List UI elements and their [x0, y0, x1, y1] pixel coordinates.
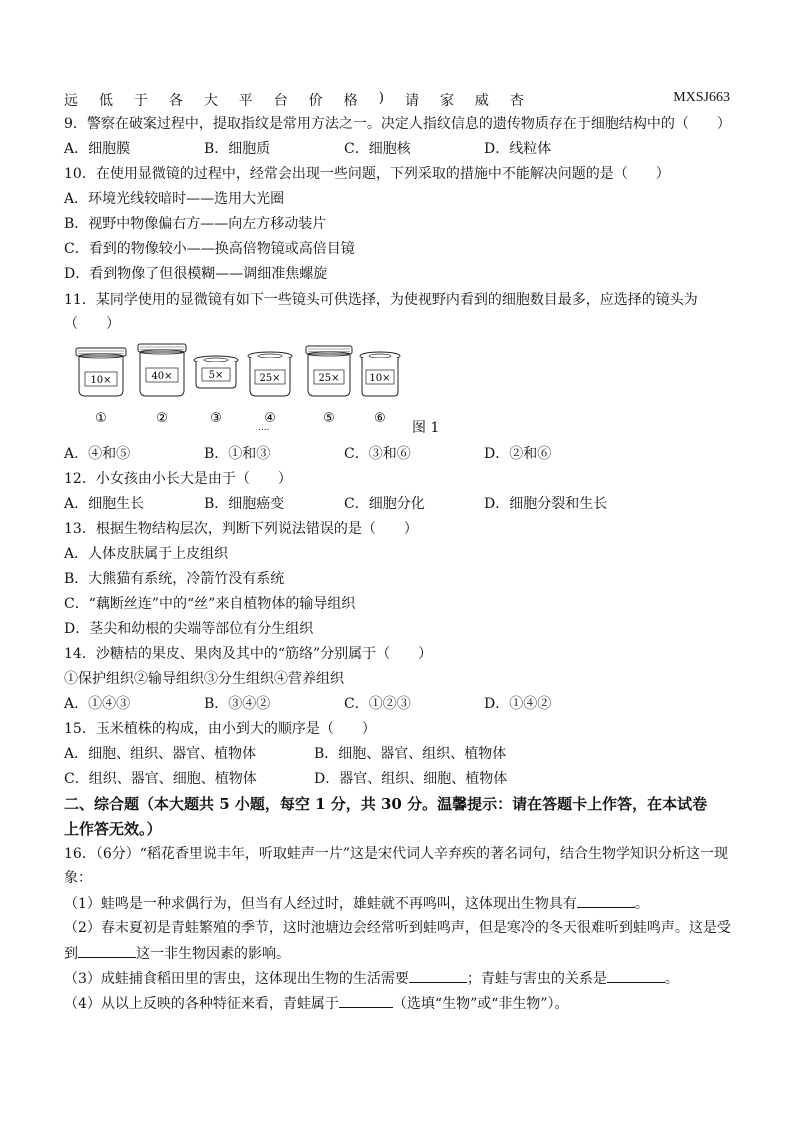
q10-option-c: C．看到的物像较小——换高倍物镜或高倍目镜 [64, 241, 355, 257]
q11-option-c: C．③和⑥ [344, 446, 411, 462]
header-char: 格 [343, 93, 358, 109]
header-char: 台 [273, 93, 288, 109]
section2-heading: 二、综合题（本大题共 5 小题，每空 1 分，共 30 分。温馨提示：请在答题卡上作答，在本试卷 [64, 795, 708, 813]
lens-5-mag: 25× [318, 373, 340, 384]
section2-heading-cont: 上作答无效。） [64, 820, 162, 838]
q16-blank-5[interactable] [339, 993, 393, 1008]
q10-option-d: D．看到物像了但很模糊——调细准焦螺旋 [64, 266, 328, 282]
q16-sub3-text: （3）成蛙捕食稻田里的害虫，这体现出生物的生活需要 [64, 971, 409, 987]
q16-sub2-cont [64, 943, 290, 964]
q9-options [64, 139, 744, 159]
q16-sub4 [64, 993, 569, 1014]
q15-option-b: B．细胞、器官、组织、植物体 [314, 746, 507, 762]
q15-option-d: D．器官、组织、细胞、植物体 [314, 771, 508, 787]
q12-option-c: C．细胞分化 [344, 496, 425, 512]
lens-1-mag: 10× [90, 375, 112, 386]
q9-stem: 9．警察在破案过程中，提取指纹是常用方法之一。决定人指纹信息的遗传物质存在于细胞结构中的（ ） [64, 116, 731, 132]
q10-option-b: B．视野中物像偏右方——向左方移动装片 [64, 216, 327, 232]
q16-sub2: （2）春末夏初是青蛙繁殖的季节，这时池塘边会经常听到蛙鸣声，但是寒冷的冬天很难听到蛙鸣声。这是受 [64, 920, 731, 936]
page-header [64, 90, 730, 110]
q13-option-d: D．茎尖和幼根的尖端等部位有分生组织 [64, 621, 314, 637]
lens-5 [306, 346, 352, 396]
lens-4-mag: 25× [259, 373, 281, 384]
q15-option-c: C．组织、器官、细胞、植物体 [64, 771, 257, 787]
q16-sub2-pre: 到 [64, 946, 78, 962]
header-char: 请 [405, 93, 419, 109]
q14-option-d: D．①④② [484, 696, 552, 712]
q9-option-d: D．线粒体 [484, 141, 552, 157]
q16-sub4-end: （选填“生物”或“非生物”）。 [392, 996, 569, 1012]
q16-sub1-text: （1）蛙鸣是一种求偶行为，但当有人经过时，雄蛙就不再鸣叫，这体现出生物具有 [64, 896, 577, 912]
lens-2 [138, 344, 186, 396]
lens-6-label: ⑥ [374, 411, 386, 426]
q15-options-row2 [64, 769, 744, 789]
q15-stem: 15．玉米植株的构成，由小到大的顺序是（ ） [64, 721, 376, 737]
q14-options [64, 694, 744, 714]
q16-blank-3[interactable] [409, 968, 467, 983]
header-char: 价 [308, 93, 323, 109]
header-char: 威 [474, 93, 489, 109]
q14-option-a: A．①④③ [64, 696, 131, 712]
q12-options [64, 494, 744, 514]
q11-option-d: D．②和⑥ [484, 446, 552, 462]
header-char: 各 [168, 93, 183, 109]
header-char: 于 [133, 93, 148, 109]
q11-option-a: A．④和⑤ [64, 446, 131, 462]
lens-3-label: ③ [210, 411, 222, 426]
q11-option-b: B．①和③ [204, 446, 271, 462]
q16-sub3 [64, 968, 679, 989]
q14-stem: 14．沙糖桔的果皮、果肉及其中的“筋络”分别属于（ ） [64, 646, 433, 662]
q13-option-c: C．“藕断丝连”中的“丝”来自植物体的输导组织 [64, 596, 356, 612]
q12-stem: 12．小女孩由小长大是由于（ ） [64, 471, 292, 487]
header-char: 杏 [509, 93, 524, 109]
q11-options [64, 444, 744, 464]
q16-blank-1[interactable] [577, 893, 635, 908]
header-char: ) [378, 90, 385, 106]
lens-4 [248, 352, 292, 396]
lens-2-label: ② [156, 411, 168, 426]
q9-option-b: B．细胞质 [204, 141, 271, 157]
q9-option-a: A．细胞膜 [64, 141, 131, 157]
q16-sub3-end: 。 [664, 971, 679, 987]
q14-option-c: C．①②③ [344, 696, 411, 712]
q16-sub3-mid: ；青蛙与害虫的关系是 [466, 971, 607, 987]
lens-3 [194, 356, 238, 388]
figure-dots: .... [258, 423, 270, 433]
q14-option-b: B．③④② [204, 696, 271, 712]
q11-paren: （ ） [64, 316, 120, 332]
header-char: 低 [98, 93, 113, 109]
q11-stem: 11．某同学使用的显微镜有如下一些镜头可供选择，为使视野内看到的细胞数目最多，应选择的镜头为 [64, 292, 698, 308]
q16-sub1 [64, 893, 649, 914]
q12-option-a: A．细胞生长 [64, 496, 145, 512]
header-text [64, 90, 524, 110]
lens-6 [360, 352, 400, 396]
lens-1-label: ① [95, 411, 107, 426]
q16-sub1-end: 。 [634, 896, 649, 912]
lens-4-label: ④ [264, 411, 276, 426]
q15-option-a: A．细胞、组织、器官、植物体 [64, 746, 257, 762]
figure-caption: 图 1 [412, 420, 440, 436]
q16-sub4-text: （4）从以上反映的各种特征来看，青蛙属于 [64, 996, 339, 1012]
q9-option-c: C．细胞核 [344, 141, 411, 157]
q16-blank-4[interactable] [607, 968, 665, 983]
header-char: 平 [238, 93, 253, 109]
q14-note: ①保护组织②输导组织③分生组织④营养组织 [64, 671, 344, 687]
q15-options-row1 [64, 744, 744, 764]
lens-6-mag: 10× [369, 373, 391, 384]
header-code: MXSJ663 [673, 90, 730, 105]
header-char: 远 [64, 93, 78, 109]
q16-stem-cont: 象： [64, 870, 92, 886]
q13-option-b: B．大熊猫有系统，冷箭竹没有系统 [64, 571, 285, 587]
header-char: 大 [203, 93, 218, 109]
q16-sub2-end: 这一非生物因素的影响。 [136, 946, 290, 962]
q10-stem: 10．在使用显微镜的过程中，经常会出现一些问题，下列采取的措施中不能解决问题的是（ ） [64, 166, 670, 182]
header-char: 家 [439, 93, 454, 109]
q13-stem: 13．根据生物结构层次，判断下列说法错误的是（ ） [64, 521, 418, 537]
q12-option-b: B．细胞癌变 [204, 496, 285, 512]
lens-1 [76, 348, 126, 396]
q16-stem: 16．（6分）“稻花香里说丰年，听取蛙声一片”这是宋代词人辛弃疾的著名词句，结合生物学知识分析这一现 [64, 846, 729, 862]
lens-3-mag: 5× [208, 370, 224, 381]
q16-blank-2[interactable] [78, 943, 136, 958]
lens-figure [70, 340, 450, 432]
q12-option-d: D．细胞分裂和生长 [484, 496, 608, 512]
lens-2-mag: 40× [151, 371, 173, 382]
q10-option-a: A．环境光线较暗时——选用大光圈 [64, 191, 285, 207]
lens-5-label: ⑤ [323, 411, 335, 426]
q13-option-a: A．人体皮肤属于上皮组织 [64, 546, 229, 562]
